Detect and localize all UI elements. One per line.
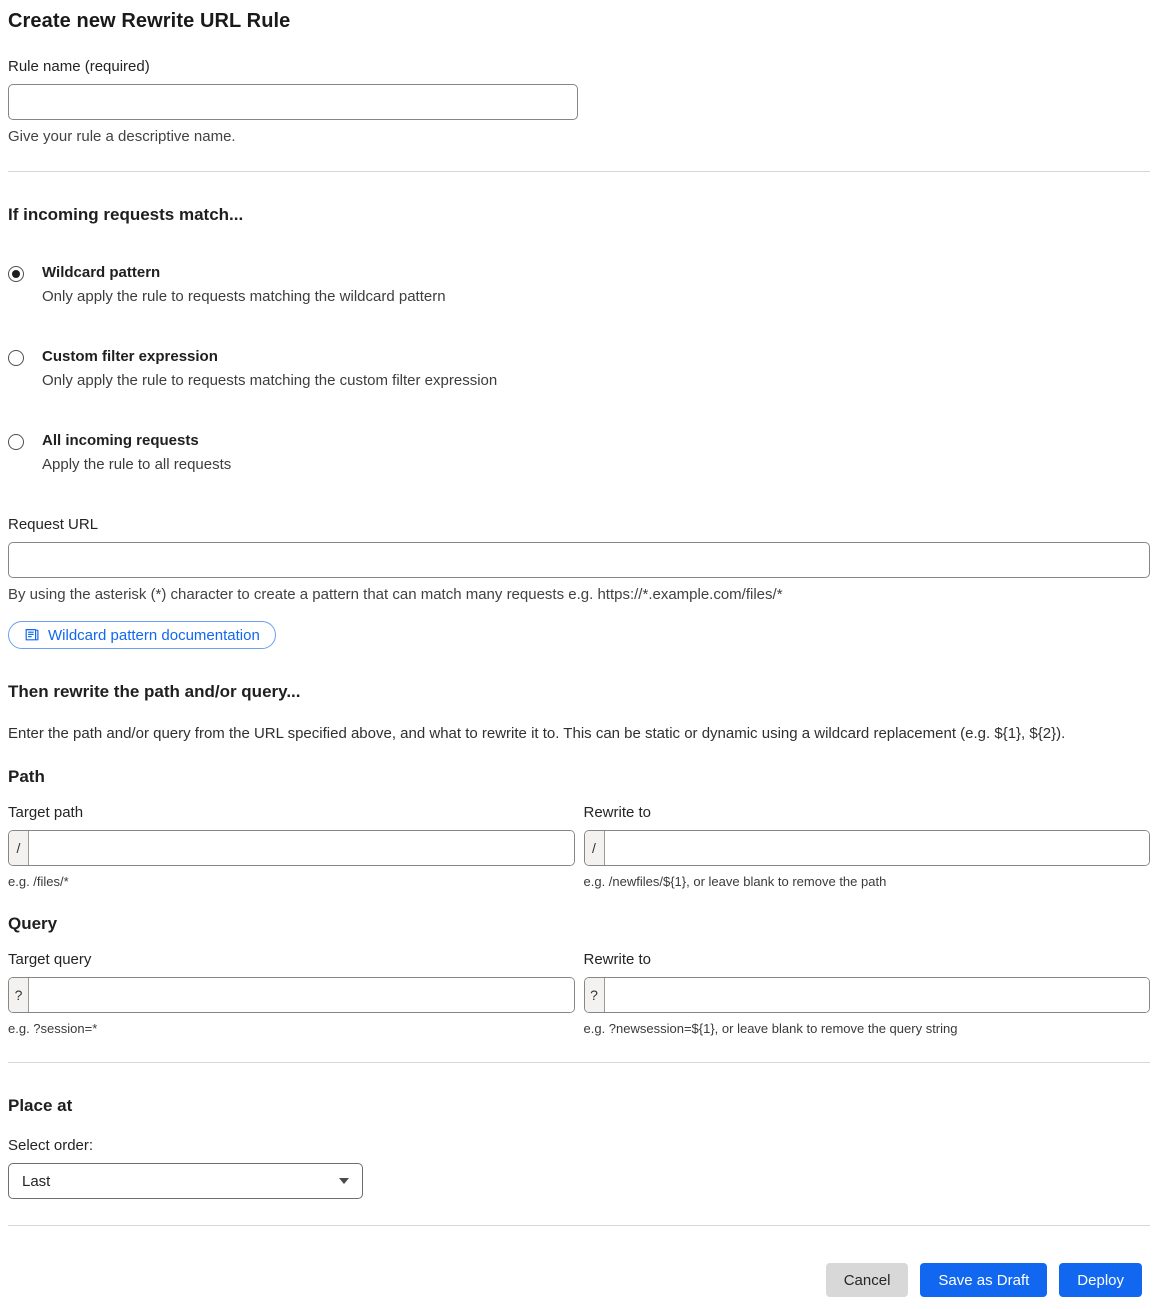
deploy-button[interactable]: Deploy	[1059, 1263, 1142, 1297]
request-url-helper: By using the asterisk (*) character to create a pattern that can match many requests e.g. https://*.example.com/files/*	[8, 586, 783, 603]
match-section-heading: If incoming requests match...	[8, 205, 244, 224]
target-path-label: Target path	[8, 804, 84, 821]
path-row	[8, 804, 1150, 889]
rule-name-input[interactable]	[8, 84, 578, 120]
target-query-field	[8, 951, 575, 1036]
target-query-input[interactable]	[29, 978, 574, 1012]
request-url-label: Request URL	[8, 516, 99, 533]
request-url-field	[8, 516, 1150, 649]
path-rewrite-field	[584, 804, 1151, 889]
rule-name-helper: Give your rule a descriptive name.	[8, 128, 236, 145]
divider	[8, 1062, 1150, 1063]
radio-wildcard-pattern-label: Wildcard pattern	[42, 264, 161, 281]
chevron-down-icon	[339, 1178, 349, 1184]
path-prefix: /	[585, 831, 605, 865]
place-at-heading: Place at	[8, 1096, 73, 1115]
select-order-label: Select order:	[8, 1137, 94, 1154]
query-prefix: ?	[9, 978, 29, 1012]
query-row	[8, 951, 1150, 1036]
radio-custom-filter-expression-description: Only apply the rule to requests matching the custom filter expression	[42, 372, 498, 389]
cancel-button[interactable]: Cancel	[826, 1263, 909, 1297]
rewrite-section-description: Enter the path and/or query from the URL specified above, and what to rewrite it to. This can be static or dynamic using a wildcard replacement (e.g. ${1}, ${2}).	[8, 725, 1066, 742]
query-rewrite-input[interactable]	[605, 978, 1150, 1012]
target-path-helper: e.g. /files/*	[8, 874, 69, 889]
form-footer	[8, 1226, 1150, 1309]
query-rewrite-label: Rewrite to	[583, 951, 652, 968]
page-title: Create new Rewrite URL Rule	[8, 10, 291, 32]
book-icon	[24, 627, 40, 643]
path-heading: Path	[8, 767, 45, 786]
radio-wildcard-pattern[interactable]	[8, 264, 1150, 305]
radio-all-incoming-requests[interactable]	[8, 432, 1150, 473]
radio-custom-filter-expression[interactable]	[8, 348, 1150, 389]
save-as-draft-button[interactable]: Save as Draft	[920, 1263, 1047, 1297]
order-select-value: Last	[22, 1172, 51, 1190]
target-path-input[interactable]	[29, 831, 574, 865]
path-rewrite-label: Rewrite to	[583, 804, 652, 821]
wildcard-doc-button-label: Wildcard pattern documentation	[48, 626, 260, 644]
radio-custom-filter-expression-label: Custom filter expression	[42, 348, 218, 365]
path-rewrite-input[interactable]	[605, 831, 1150, 865]
radio-icon[interactable]	[8, 266, 24, 282]
rule-name-label: Rule name (required)	[8, 58, 150, 75]
path-prefix: /	[9, 831, 29, 865]
target-query-helper: e.g. ?session=*	[8, 1021, 98, 1036]
query-rewrite-helper: e.g. ?newsession=${1}, or leave blank to remove the query string	[583, 1021, 958, 1036]
target-path-field	[8, 804, 575, 889]
query-prefix: ?	[585, 978, 605, 1012]
request-url-input[interactable]	[8, 542, 1150, 578]
query-rewrite-field	[584, 951, 1151, 1036]
path-rewrite-helper: e.g. /newfiles/${1}, or leave blank to remove the path	[583, 874, 887, 889]
radio-all-incoming-requests-description: Apply the rule to all requests	[42, 456, 232, 473]
target-query-label: Target query	[8, 951, 92, 968]
wildcard-doc-button[interactable]	[8, 621, 276, 649]
query-heading: Query	[8, 914, 58, 933]
order-select[interactable]	[8, 1163, 363, 1199]
divider	[8, 171, 1150, 172]
radio-icon[interactable]	[8, 350, 24, 366]
radio-wildcard-pattern-description: Only apply the rule to requests matching the wildcard pattern	[42, 288, 446, 305]
rewrite-section-heading: Then rewrite the path and/or query...	[8, 682, 301, 701]
rule-name-field	[8, 58, 1150, 145]
radio-all-incoming-requests-label: All incoming requests	[42, 432, 199, 449]
radio-icon[interactable]	[8, 434, 24, 450]
